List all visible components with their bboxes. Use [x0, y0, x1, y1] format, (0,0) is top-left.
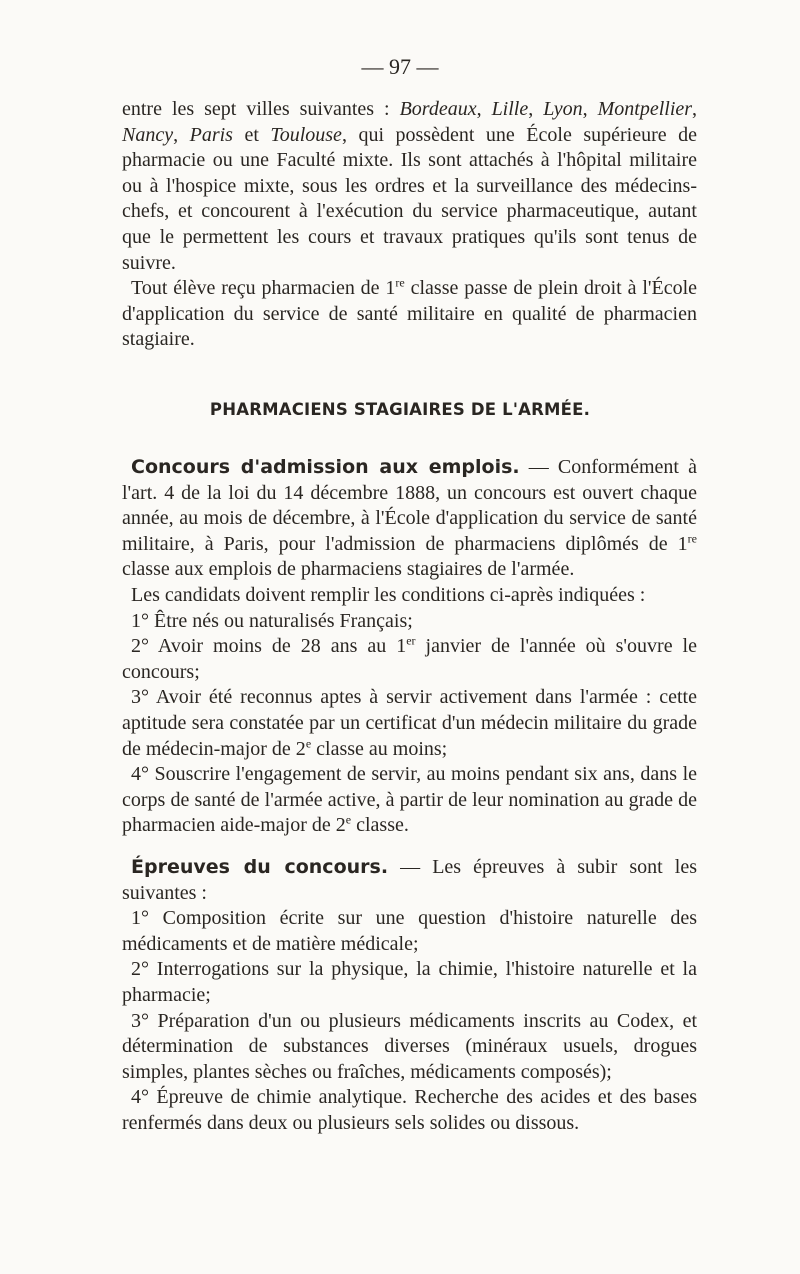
city-name: Nancy	[122, 123, 174, 146]
epreuve-2: 2° Interrogations sur la physique, la chimie, l'histoire naturelle et la pharmacie;	[122, 958, 697, 1006]
condition-3: 3° Avoir été reconnus aptes à servir activement dans l'armée : cette aptitude sera constatée par un certificat d'un médecin militaire du grade de médecin-major de 2e classe au moins;	[122, 686, 697, 760]
paragraph-cities: entre les sept villes suivantes : Bordeaux, Lille, Lyon, Montpellier, Nancy, Paris et Toulouse, qui possèdent une École supérieure de pharmacie ou une Faculté mixte. Ils sont attachés à l'hôpital militaire ou à l'hospice mixte, sous les ordres et la surveillance des médecins-chefs, et concourent à l'exécution du service pharmaceutique, autant que le permettent les cours et travaux pratiques qu'ils sont tenus de suivre.	[122, 98, 698, 274]
city-name: Lille	[491, 98, 529, 120]
city-name: Montpellier	[597, 98, 693, 120]
condition-2: 2° Avoir moins de 28 ans au 1er janvier de l'année où s'ouvre le concours;	[122, 633, 697, 683]
page-number: — 97 —	[361, 54, 439, 79]
paragraph-admission: Concours d'admission aux emplois. — Conformément à l'art. 4 de la loi du 14 décembre 1888, un concours est ouvert chaque année, au mois de décembre, à l'École d'application du service de santé militaire, à Paris, pour l'admission de pharmaciens diplômés de 1re classe aux emplois de pharmaciens stagiaires de l'armée.	[122, 456, 697, 581]
epreuve-1: 1° Composition écrite sur une question d'histoire naturelle des médicaments et de matière médicale;	[122, 907, 697, 955]
city-name: Bordeaux	[399, 98, 477, 120]
city-name: Toulouse	[270, 123, 342, 146]
city-name: Paris	[189, 123, 233, 146]
epreuves-block	[122, 855, 697, 1137]
condition-4: 4° Souscrire l'engagement de servir, au moins pendant six ans, dans le corps de santé de l'armée active, à partir de leur nomination au grade de pharmacien aide-major de 2e classe.	[122, 763, 697, 837]
admission-heading: Concours d'admission aux emplois.	[131, 456, 520, 478]
city-name: Lyon	[543, 98, 583, 120]
paragraph-epreuves: Épreuves du concours. — Les épreuves à subir sont les suivantes :	[122, 856, 697, 904]
epreuve-4: 4° Épreuve de chimie analytique. Recherche des acides et des bases renfermés dans deux ou plusieurs sels solides ou dissous.	[122, 1086, 697, 1134]
paragraph-stagiaire: Tout élève reçu pharmacien de 1re classe passe de plein droit à l'École d'application du service de santé militaire en qualité de pharmacien stagiaire.	[122, 275, 698, 351]
epreuve-3: 3° Préparation d'un ou plusieurs médicaments inscrits au Codex, et détermination de substances diverses (minéraux usuels, drogues simples, plantes sèches ou fraîches, médicaments composés);	[122, 1009, 697, 1083]
condition-1: 1° Être nés ou naturalisés Français;	[131, 609, 413, 632]
section-title: PHARMACIENS STAGIAIRES DE L'ARMÉE.	[209, 400, 591, 419]
epreuves-heading: Épreuves du concours.	[131, 856, 389, 878]
admission-block	[122, 455, 697, 839]
conditions-intro: Les candidats doivent remplir les conditions ci-après indiquées :	[131, 583, 646, 606]
intro-block	[122, 97, 697, 353]
